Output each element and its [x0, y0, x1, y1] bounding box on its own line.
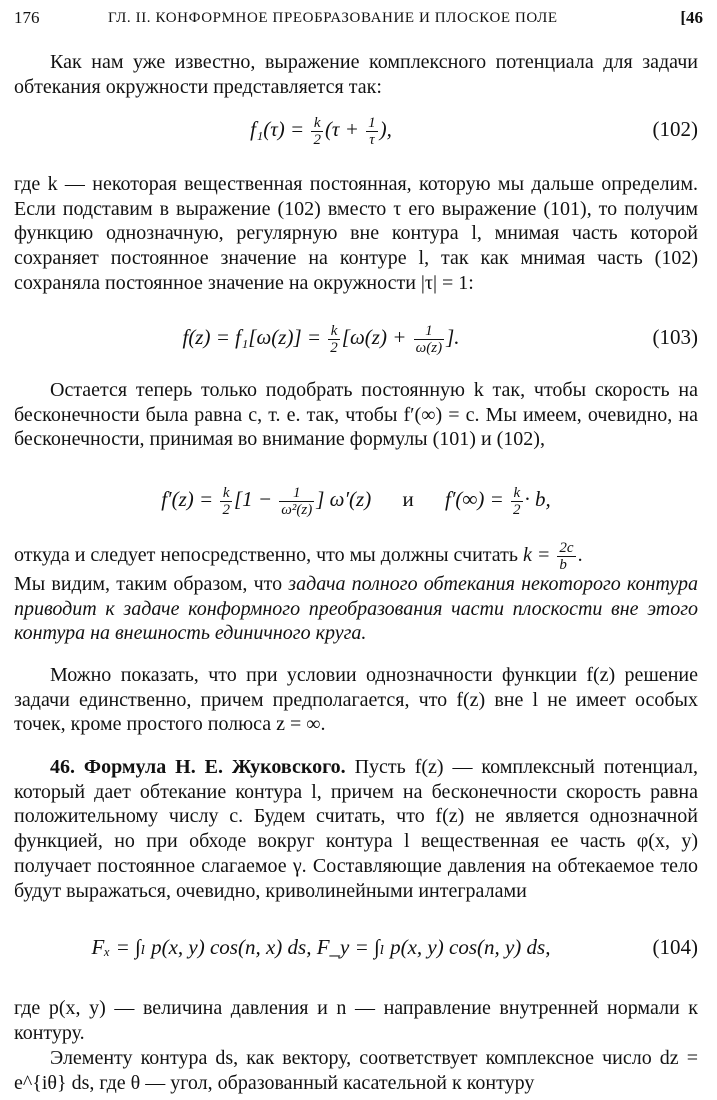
eqd-fraction-k2-second	[511, 485, 523, 518]
equation-derivative-formula	[14, 482, 698, 518]
k-value-den: b	[559, 557, 567, 573]
eq103-frac2-num: 1	[414, 323, 444, 340]
equation-103-formula	[14, 320, 628, 356]
equation-102-formula	[14, 112, 628, 148]
paragraph-intro: Как нам уже известно, выражение комплексного потенциала для задачи обтекания окружности представляется так:	[14, 51, 698, 98]
eqd-fraction-k2	[220, 485, 232, 518]
paragraph-velocity: Остается теперь только подобрать постоянную k так, чтобы скорость на бесконечности была равна c, т. е. так, чтобы f′(∞) = c. Мы имеем, очевидно, на бесконечности, принимая во внимание формулы (101) и (102),	[14, 379, 698, 451]
eq102-fraction-1tau	[366, 115, 378, 148]
paragraph-after-102: где k — некоторая вещественная постоянная, которую мы дальше определим. Если подставим в выражение (102) вместо τ его выражение (101), то получим функцию однозначную, регулярную вне контура l, мнимая часть которой сохраняет постоянное значение на контуре l, так как мнимая часть (102) сохраняла постоянное значение на окружности |τ| = 1:	[14, 173, 698, 294]
eq102-mid: (τ +	[324, 117, 365, 141]
eq102-frac2-den: τ	[369, 131, 375, 148]
eq103-fraction-k2	[328, 323, 340, 356]
eq103-frac2-den: ω(z)	[415, 339, 443, 356]
section-46-title: 46. Формула Н. Е. Жуковского.	[50, 756, 346, 778]
equation-104	[14, 930, 698, 964]
equation-102-number: (102)	[652, 117, 698, 141]
eq102-frac-num: k	[311, 115, 323, 132]
eq103-fraction-1omega	[414, 323, 444, 356]
eqd-conjunction: и	[402, 487, 414, 511]
eq102-frac2-num: 1	[368, 114, 376, 131]
running-title: ГЛ. II. КОНФОРМНОЕ ПРЕОБРАЗОВАНИЕ И ПЛОСКОЕ ПОЛЕ	[108, 10, 558, 26]
equation-104-number: (104)	[652, 935, 698, 959]
eqd-frac-den: 2	[222, 501, 230, 518]
page-number: 176	[14, 8, 40, 27]
k-value-num: 2c	[559, 540, 574, 556]
eq102-fraction-k2	[311, 115, 323, 148]
conclusion-plain: Мы видим, таким образом, что	[14, 573, 289, 595]
eqd-frac2-num: 1	[279, 485, 314, 502]
k-value-symbol: k =	[523, 544, 556, 567]
conclusion-italic: задача полного обтекания некоторого контура приводит к задаче конформного преобразования части плоскости вне этого контура на внешность единичного круга.	[14, 573, 698, 645]
eqd-frac3-den: 2	[513, 501, 521, 518]
paragraph-pressure: где p(x, y) — величина давления и n — направление внутренней нормали к контуру.	[14, 997, 698, 1044]
k-value-fraction	[557, 540, 575, 573]
eqd-mid: [1 −	[233, 487, 278, 511]
eq102-rhs: ),	[379, 117, 392, 141]
eq103-frac-den: 2	[330, 339, 338, 356]
paragraph-uniqueness: Можно показать, что при условии однозначности функции f(z) решение задачи единственно, причем предполагается, что f(z) вне l не имеет особых точек, кроме простого полюса z = ∞.	[14, 664, 698, 736]
eqd-rhs2: · b,	[524, 487, 551, 511]
paragraph-conclusion	[14, 572, 698, 646]
eqd-fraction-omega2	[279, 485, 314, 518]
equation-derivative	[14, 482, 698, 516]
equation-103-number: (103)	[652, 325, 698, 349]
eq103-rhs: ].	[446, 325, 460, 349]
equation-102	[14, 112, 698, 146]
paragraph-k-value	[14, 540, 698, 573]
k-value-text: откуда и следует непосредственно, что мы должны считать	[14, 544, 524, 567]
eqd-frac2-den: ω²(z)	[281, 501, 313, 518]
eq102-frac-den: 2	[313, 131, 321, 148]
equation-103	[14, 320, 698, 354]
eqd-frac3-num: k	[511, 485, 523, 502]
eqd-frac-num: k	[220, 485, 232, 502]
eqd-lhs: f′(z) =	[161, 487, 219, 511]
paragraph-contour-element: Элементу контура ds, как вектору, соответствует комплексное число dz = e^{iθ} ds, где θ — угол, образованный касательной к контуру	[14, 1047, 698, 1094]
eqd-rhs: ] ω′(z)	[316, 487, 372, 511]
eq103-mid: [ω(z) +	[341, 325, 412, 349]
equation-104-formula: Fₓ = ∫ₗ p(x, y) cos(n, x) ds, F_y = ∫ₗ p(x, y) cos(n, y) ds,	[91, 935, 551, 959]
section-46	[14, 755, 698, 903]
section-marker: [46	[680, 8, 703, 27]
page-header	[14, 8, 703, 36]
eqd-lhs2: f′(∞) =	[444, 487, 510, 511]
eq103-frac-num: k	[328, 323, 340, 340]
eq103-lhs: f(z) = f₁[ω(z)] =	[182, 325, 327, 349]
eq102-lhs: f₁(τ) =	[250, 117, 310, 141]
k-value-period: .	[577, 544, 583, 567]
section-46-text: Пусть f(z) — комплексный потенциал, который дает обтекание контура l, причем на бесконечности скорость равна положительному числу c. Будем считать, что f(z) не является однозначной функцией, но при обходе вокруг контура l вещественная ее часть φ(x, y) получает постоянное слагаемое γ. Составляющие давления на обтекаемое тело будут выражаться, очевидно, криволинейными интегралами	[14, 756, 698, 902]
